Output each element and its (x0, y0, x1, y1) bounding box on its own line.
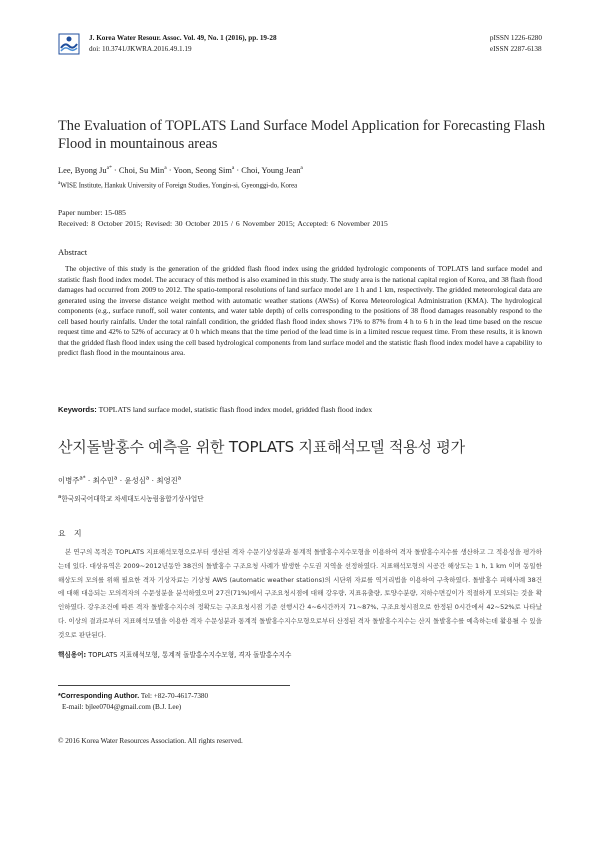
keywords-label: Keywords: (58, 405, 97, 414)
journal-header (89, 33, 277, 55)
doi[interactable]: doi: 10.3741/JKWRA.2016.49.1.19 (89, 45, 192, 53)
paper-number: Paper number: 15-085 (58, 208, 126, 217)
corresponding-email[interactable]: E-mail: bjlee0704@gmail.com (B.J. Lee) (62, 703, 182, 711)
corresponding-label: *Corresponding Author. (58, 691, 140, 700)
abstract-heading: Abstract (58, 247, 88, 257)
korean-title: 산지돌발홍수 예측을 위한 TOPLATS 지표해석모델 적용성 평가 (58, 438, 465, 456)
journal-citation: J. Korea Water Resour. Assoc. Vol. 49, No. 1 (2016), pp. 19-28 (89, 34, 277, 42)
korean-keywords (58, 649, 542, 659)
kwra-logo-icon (58, 33, 80, 55)
korean-keywords-label: 핵심용어: (58, 651, 87, 659)
issn-block (490, 33, 542, 55)
abstract-text: The objective of this study is the generation of the gridded flash flood index using the gridded hydrologic components of TOPLATS land surface model and statistic flash flood index model. The accuracy of this method is also examined in this study. The study area is the national capital region of Korea, and 38 flash flood damages had occurred from 2009 to 2012. The spatio-temporal resolutions of land surface model are 1 h and 1 km, respectively. The gridded meteorological data are generated using the inverse distance weight method with automatic weather stations (AWSs) of Korea Meteorological Administration (KMA). The hydrological components (e.g., surface runoff, soil water contents, and water table depth) of cells corresponding to the positions of 38 flood damages reasonably respond to the cell based hourly rainfalls. Under the total rainfall condition, the gridded flash flood index shows 71% to 87% from 4 h to 6 h in the lead time based on the rescue request time and 42% to 52% of accuracy at 0 h which means that the time period of the lead time is in a limited rescue request time. From these results, it is known that the gridded flash flood index using the cell based hydrological components from land surface model and the statistic flash flood index model have a capability to predict flash flood in the mountainous area. (58, 264, 542, 357)
corresponding-tel: Tel: +82-70-4617-7380 (140, 692, 209, 700)
copyright: © 2016 Korea Water Resources Association. All rights reserved. (58, 737, 243, 745)
author-3: Yoon, Seong Sim (173, 165, 232, 175)
footnote-divider (58, 685, 290, 686)
author-1: Lee, Byong Ju (58, 165, 107, 175)
paper-title: The Evaluation of TOPLATS Land Surface Model Application for Forecasting Flash Flood in mountainous areas (58, 118, 546, 152)
author-list: Lee, Byong $Ju^{a*}$ · Choi, Su Min$^a$ · Yoon, Seong Sim$^a$ · Choi, Young Jean$^a$ (58, 165, 303, 175)
received-dates: Received: 8 October 2015; Revised: 30 October 2015 / 6 November 2015; Accepted: 6 November 2015 (58, 219, 388, 228)
author-2: Choi, Su Min (118, 165, 165, 175)
korean-author-list: 이병주$^{a*}$ · 최수민$^a$ · 윤성심$^a$ · 최영진$^a$ (58, 475, 182, 485)
keywords (58, 405, 542, 414)
keywords-text: TOPLATS land surface model, statistic flash flood index model, gridded flash flood index (98, 405, 373, 414)
korean-abstract-text: 본 연구의 목적은 TOPLATS 지표해석모형으로부터 생산된 격자 수문기상성분과 통계적 돌발홍수지수모형을 이용하여 격자 돌발홍수지수를 생산하고 그 적용성을 평가하는데 있다. 대상유역은 2009~2012년동안 38건의 돌발홍수 구조요청 사례가 발생한 수도권 지역을 선정하였다. 지표해석모형의 시공간 해상도는 1 h, 1 km 이며 동일한 해상도의 모의를 위해 필요한 격자 기상자료는 기상청 AWS (automatic weather stations)의 시단위 자료를 역거리법을 이용하여 구축하였다. 돌발홍수 피해사례 38건에 대해 대응되는 모의격자의 수문성분을 분석하였으며 27건(71%)에서 구조요청시점에 대해 강우량, 지표유출량, 토양수분량, 지하수면깊이가 적절하게 모의되는 것을 확인하였다. 강우조건에 따른 격자 돌발홍수지수의 정확도는 구조요청시점 기준 선행시간 4~6시간까지 71~87%, 구조요청시점으로 한정된 0시간에서 42~52%로 나타났다. 이상의 결과로부터 지표해석모델을 이용한 격자 수문성분과 통계적 돌발홍수지수모형으로부터 산정된 격자 돌발홍수지수는 산지 돌발홍수를 예측하는데 활용될 수 있을 것으로 판단된다. (58, 548, 542, 639)
korean-abstract-heading: 요 지 (58, 529, 85, 538)
eissn: eISSN 2287-6138 (489, 45, 542, 53)
pissn: pISSN 1226-6280 (489, 34, 542, 42)
correspondence (58, 690, 208, 713)
korean-affiliation: $^a$한국외국어대학교 차세대도시농림융합기상사업단 (58, 493, 204, 503)
author-4: Choi, Young Jean (241, 165, 301, 175)
korean-keywords-text: TOPLATS 지표해석모형, 통계적 돌발홍수지수모형, 격자 돌발홍수지수 (88, 651, 292, 659)
affiliation: $^a$WISE Institute, Hankuk University of Foreign Studies, Yongin-si, Gyeonggi-do, Korea (58, 180, 298, 190)
